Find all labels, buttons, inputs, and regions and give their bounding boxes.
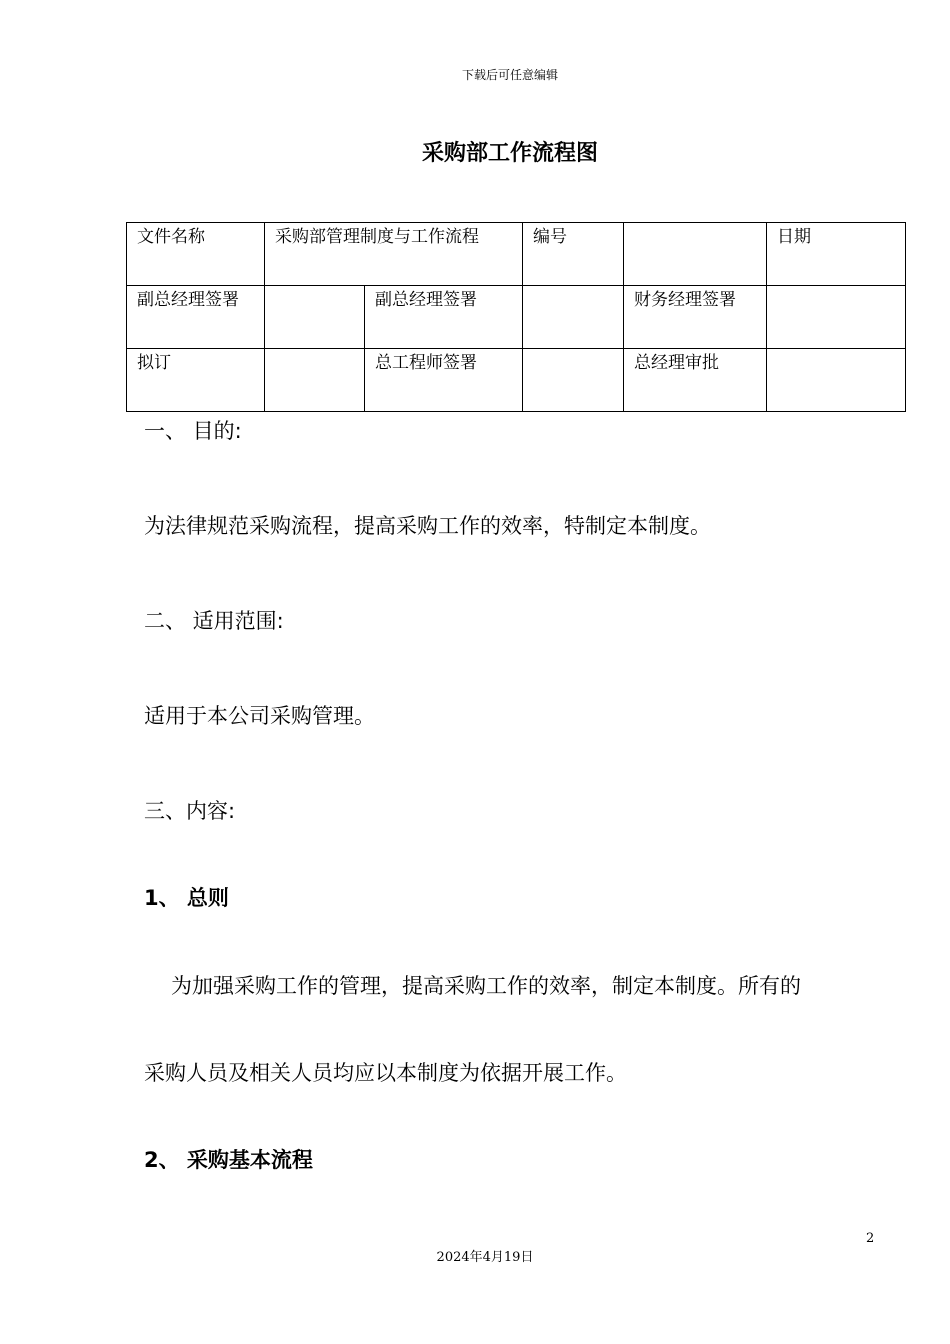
signature-table (126, 222, 906, 412)
scope-text: 适用于本公司采购管理。 (144, 704, 375, 728)
vice-gm-sign-value (265, 286, 365, 349)
table-row (127, 286, 906, 349)
vice-gm-sign-label: 副总经理签署 (127, 286, 265, 349)
gm-approval-label: 总经理审批 (624, 349, 767, 412)
gm-approval-value (767, 349, 906, 412)
chief-engineer-sign-label: 总工程师签署 (365, 349, 523, 412)
number-label: 编号 (523, 223, 624, 286)
footer-date: 2024年4月19日 (436, 1250, 534, 1265)
date-label: 日期 (767, 223, 906, 286)
finance-manager-sign-value (767, 286, 906, 349)
vice-gm-sign-label-2: 副总经理签署 (365, 286, 523, 349)
content-heading: 三、内容: (144, 799, 236, 823)
process-heading: 2、 采购基本流程 (144, 1148, 313, 1172)
general-text-line-2: 采购人员及相关人员均应以本制度为依据开展工作。 (144, 1061, 627, 1085)
vice-gm-sign-value-2 (523, 286, 624, 349)
file-name-value: 采购部管理制度与工作流程 (265, 223, 523, 286)
document-title: 采购部工作流程图 (421, 141, 598, 166)
general-heading: 1、 总则 (144, 886, 229, 910)
purpose-text: 为法律规范采购流程，提高采购工作的效率，特制定本制度。 (144, 514, 711, 538)
header-note: 下载后可任意编辑 (461, 68, 558, 82)
purpose-heading: 一、 目的: (144, 419, 242, 443)
page-number: 2 (866, 1231, 875, 1246)
number-value (624, 223, 767, 286)
finance-manager-sign-label: 财务经理签署 (624, 286, 767, 349)
draft-value (265, 349, 365, 412)
general-text-line-1: 为加强采购工作的管理，提高采购工作的效率，制定本制度。所有的 (171, 974, 801, 998)
table-row (127, 223, 906, 286)
scope-heading: 二、 适用范围: (144, 609, 284, 633)
chief-engineer-sign-value (523, 349, 624, 412)
draft-label: 拟订 (127, 349, 265, 412)
file-name-label: 文件名称 (127, 223, 265, 286)
table-row (127, 349, 906, 412)
